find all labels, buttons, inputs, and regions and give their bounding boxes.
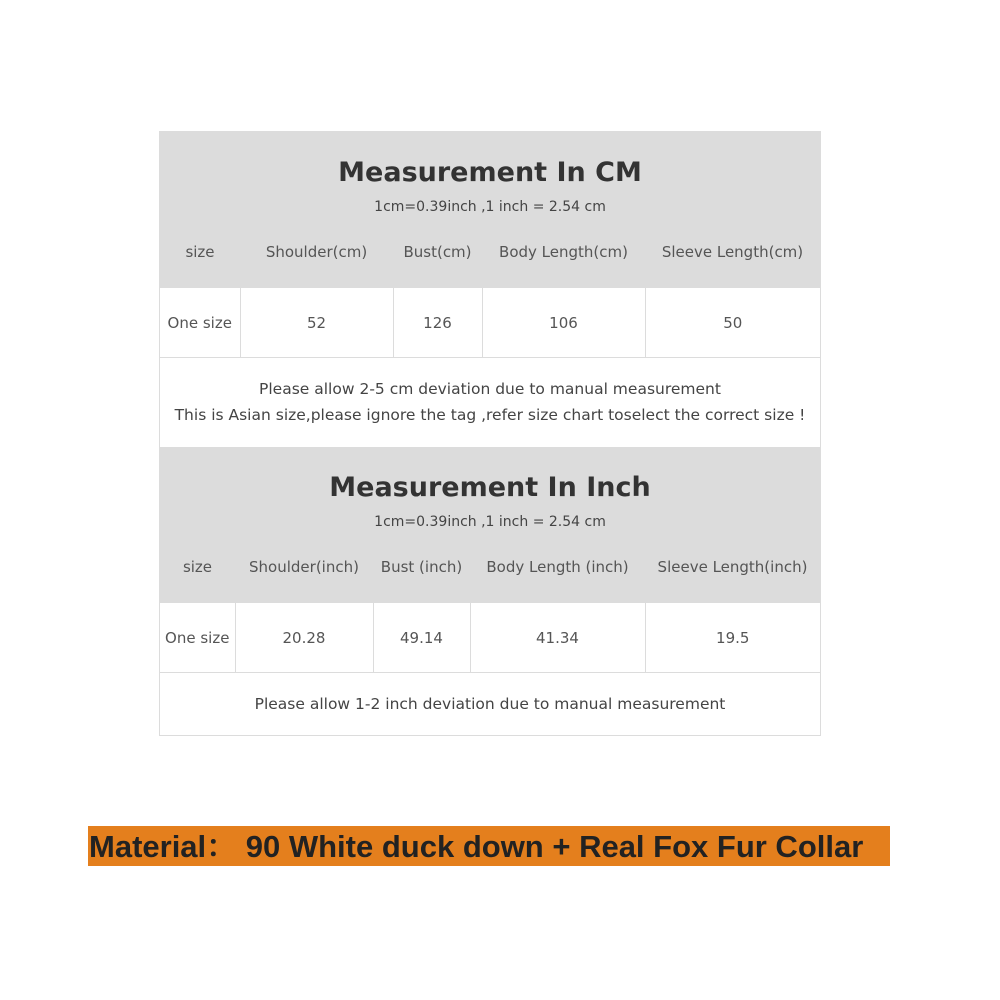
cell-bust: 126 <box>393 288 482 358</box>
cm-conversion-note: 1cm=0.39inch ,1 inch = 2.54 cm <box>374 199 606 215</box>
column-header-body-length: Body Length(cm) <box>499 243 628 261</box>
cm-values-table <box>160 288 820 358</box>
column-header-bust: Bust(cm) <box>403 243 472 261</box>
column-header-body-length: Body Length (inch) <box>486 558 629 576</box>
inch-header-row <box>160 531 820 603</box>
inch-header-block <box>160 447 820 603</box>
cell-size: One size <box>160 288 240 358</box>
inch-section <box>160 447 820 735</box>
table-row <box>160 288 820 358</box>
inch-values-table <box>160 603 820 673</box>
column-header-shoulder: Shoulder(inch) <box>249 558 359 576</box>
inch-title: Measurement In Inch <box>329 472 651 503</box>
column-header-shoulder: Shoulder(cm) <box>265 243 368 261</box>
column-header-bust: Bust (inch) <box>380 558 463 576</box>
cell-shoulder: 52 <box>240 288 393 358</box>
column-header-sleeve-length: Sleeve Length(cm) <box>661 243 804 261</box>
cell-body-length: 106 <box>482 288 645 358</box>
inch-conversion-note: 1cm=0.39inch ,1 inch = 2.54 cm <box>374 514 606 530</box>
column-header-size: size <box>182 558 213 576</box>
cell-bust: 49.14 <box>373 603 470 673</box>
cell-body-length: 41.34 <box>470 603 645 673</box>
table-row <box>160 603 820 673</box>
cm-deviation-note <box>160 358 820 447</box>
column-header-size: size <box>185 243 215 261</box>
inch-deviation-note: Please allow 1-2 inch deviation due to manual measurement <box>160 673 820 735</box>
inch-header-table <box>160 531 820 603</box>
cell-sleeve-length: 50 <box>645 288 820 358</box>
cell-shoulder: 20.28 <box>235 603 373 673</box>
asian-size-note-line: This is Asian size,please ignore the tag ,refer size chart toselect the correct size ! <box>174 406 806 424</box>
cell-size: One size <box>160 603 235 673</box>
deviation-note-line: Please allow 2-5 cm deviation due to manual measurement <box>259 380 721 398</box>
cm-header-row <box>160 216 820 288</box>
cm-header-block <box>160 132 820 288</box>
cm-header-table <box>160 216 820 288</box>
size-chart <box>159 131 821 736</box>
column-header-sleeve-length: Sleeve Length(inch) <box>657 558 808 576</box>
cm-title: Measurement In CM <box>338 157 642 188</box>
cm-section <box>160 132 820 447</box>
cell-sleeve-length: 19.5 <box>645 603 820 673</box>
material-banner: Material： 90 White duck down + Real Fox Fur Collar <box>88 826 890 866</box>
